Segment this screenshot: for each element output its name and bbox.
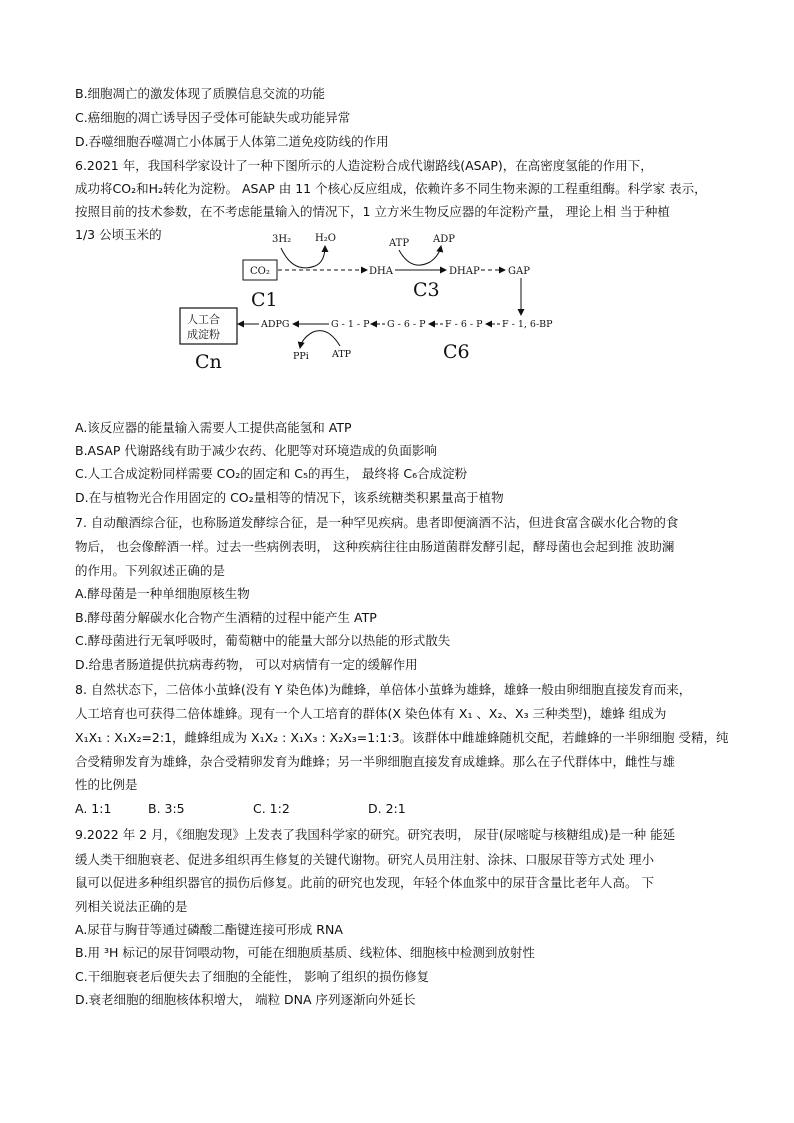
h2-to-h2o-curve [281, 246, 325, 268]
label-c6: C6 [443, 341, 470, 363]
label-cn: Cn [195, 351, 222, 373]
label-co2: CO₂ [250, 266, 270, 277]
q8-stem-line-3: X₁X₁ : X₁X₂=2:1，雌蜂组成为 X₁X₂ : X₁X₃ : X₂X₃=1:1:3。该群体中雌雄蜂随机交配，若雌蜂的一半卵细胞 受精，纯 [75, 730, 729, 745]
q9-option-b: B.用 ³H 标记的尿苷饲喂动物，可能在细胞质基质、线粒体、细胞核中检测到放射性 [75, 945, 535, 960]
label-3h2: 3H₂ [272, 234, 292, 245]
asap-pathway-diagram [175, 228, 575, 378]
q5-option-b: B.细胞凋亡的激发体现了质膜信息交流的功能 [75, 86, 326, 101]
q7-stem-line-2: 物后， 也会像醉酒一样。过去一些病例表明， 这种疾病往往由肠道菌群发酵引起，酵母菌也会起到推 波助澜 [75, 539, 675, 554]
atp-to-ppi-curve [300, 331, 340, 348]
q9-option-c: C.干细胞衰老后便失去了细胞的全能性， 影响了组织的损伤修复 [75, 969, 430, 984]
label-f6p: F - 6 - P [445, 319, 483, 330]
label-c1: C1 [251, 289, 278, 311]
label-adp: ADP [433, 234, 455, 245]
q8-option-c: C. 1:2 [253, 801, 290, 816]
label-gap: GAP [508, 266, 530, 277]
q7-option-b: B.酵母菌分解碳水化合物产生酒精的过程中能产生 ATP [75, 610, 377, 625]
q9-stem-line-2: 缓人类干细胞衰老、促进多组织再生修复的关键代谢物。研究人员用注射、涂抹、口服尿苷等方式处 理小 [75, 852, 654, 867]
label-dhap: DHAP [449, 266, 480, 277]
label-h2o: H₂O [315, 233, 336, 244]
label-adpg: ADPG [261, 319, 290, 330]
q6-option-c: C.人工合成淀粉同样需要 CO₂的固定和 C₅的再生， 最终将 C₆合成淀粉 [75, 466, 468, 481]
q8-option-a: A. 1:1 [75, 801, 112, 816]
label-starch-line-2: 成淀粉 [187, 328, 220, 341]
q8-stem-line-4: 合受精卵发育为雄蜂，杂合受精卵发育为雌蜂；另一半卵细胞直接发育成雄蜂。那么在子代群体中，雌性与雄 [75, 754, 676, 769]
q9-stem-line-1: 9.2022 年 2 月，《细胞发现》上发表了我国科学家的研究。研究表明， 尿苷(尿嘧啶与核糖组成)是一种 能延 [75, 827, 676, 842]
q8-option-b: B. 3:5 [148, 801, 185, 816]
label-dha: DHA [369, 266, 393, 277]
q8-stem-line-5: 性的比例是 [75, 777, 138, 792]
q7-stem-line-1: 7. 自动酿酒综合征，也称肠道发酵综合征，是一种罕见疾病。患者即便滴酒不沾，但进食富含碳水化合物的食 [75, 515, 679, 530]
q6-stem-line-1: 6.2021 年，我国科学家设计了一种下图所示的人造淀粉合成代谢路线(ASAP)，在高密度氢能的作用下， [75, 158, 653, 173]
label-atp-bottom: ATP [332, 349, 352, 360]
q9-stem-line-4: 列相关说法正确的是 [75, 899, 188, 914]
q8-stem-line-1: 8. 自然状态下，二倍体小茧蜂(没有 Y 染色体)为雌蜂，单倍体小茧蜂为雄蜂，雄蜂一般由卵细胞直接发育而来， [75, 682, 692, 697]
label-g1p: G - 1 - P [331, 319, 370, 330]
q7-option-c: C.酵母菌进行无氧呼吸时，葡萄糖中的能量大部分以热能的形式散失 [75, 633, 451, 648]
q5-option-d: D.吞噬细胞吞噬凋亡小体属于人体第二道免疫防线的作用 [75, 134, 389, 149]
q6-option-b: B.ASAP 代谢路线有助于减少农药、化肥等对环境造成的负面影响 [75, 443, 437, 458]
q8-option-d: D. 2:1 [368, 801, 406, 816]
label-atp-top: ATP [389, 238, 410, 249]
label-ppi: PPi [293, 351, 309, 362]
q9-stem-line-3: 鼠可以促进多种组织器官的损伤后修复。此前的研究也发现，年轻个体血浆中的尿苷含量比老年人高。 下 [75, 875, 654, 890]
q8-stem-line-2: 人工培育也可获得二倍体雄蜂。现有一个人工培育的群体(X 染色体有 X₁ 、X₂、X₃ 三种类型)，雄蜂 组成为 [75, 706, 667, 721]
q6-stem-line-4: 1/3 公顷玉米的 [75, 227, 162, 242]
q6-stem-line-3: 按照目前的技术参数，在不考虑能量输入的情况下，1 立方米生物反应器的年淀粉产量， 理论上相 当于种植 [75, 204, 670, 219]
q6-option-a: A.该反应器的能量输入需要人工提供高能氢和 ATP [75, 420, 352, 435]
q9-option-d: D.衰老细胞的细胞核体积增大， 端粒 DNA 序列逐渐向外延长 [75, 992, 416, 1007]
label-starch-line-1: 人工合 [187, 313, 220, 326]
q5-option-c: C.癌细胞的凋亡诱导因子受体可能缺失或功能异常 [75, 110, 351, 125]
q9-option-a: A.尿苷与胸苷等通过磷酸二酯键连接可形成 RNA [75, 922, 343, 937]
q7-stem-line-3: 的作用。下列叙述正确的是 [75, 563, 226, 578]
label-c3: C3 [413, 279, 440, 301]
label-f16bp: F - 1, 6-BP [502, 319, 553, 330]
label-g6p: G - 6 - P [387, 319, 426, 330]
q7-option-d: D.给患者肠道提供抗病毒药物， 可以对病情有一定的缓解作用 [75, 657, 418, 672]
q6-option-d: D.在与植物光合作用固定的 CO₂量相等的情况下，该系统糖类积累量高于植物 [75, 490, 504, 505]
q6-stem-line-2: 成功将CO₂和H₂转化为淀粉。 ASAP 由 11 个核心反应组成，依赖许多不同生物来源的工程重组酶。科学家 表示， [75, 181, 707, 196]
q7-option-a: A.酵母菌是一种单细胞原核生物 [75, 586, 250, 601]
